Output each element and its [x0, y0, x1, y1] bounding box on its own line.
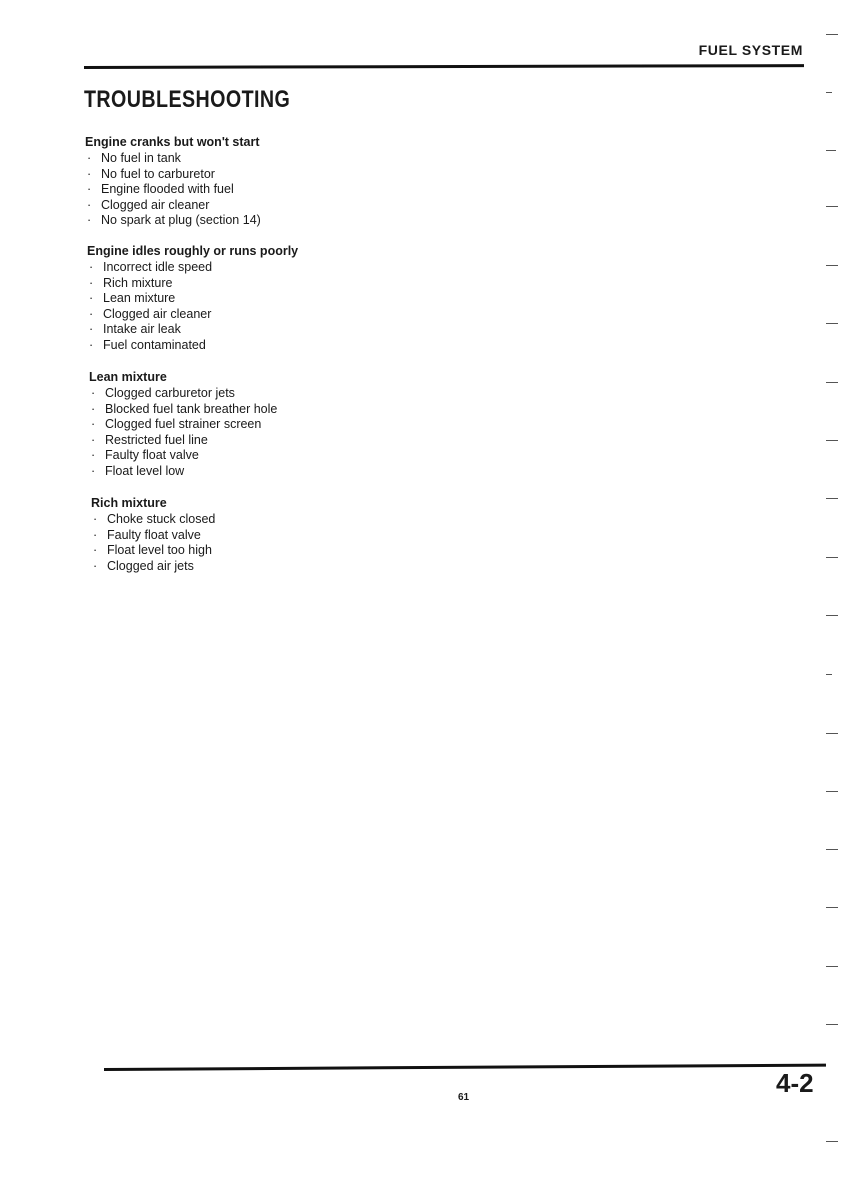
section-page-number: 4-2	[776, 1068, 814, 1098]
list-item: · Blocked fuel tank breather hole	[91, 401, 278, 416]
list-item: · Clogged air cleaner	[89, 306, 212, 321]
section-title: Engine idles roughly or runs poorly	[87, 244, 299, 258]
page-number: 61	[458, 1092, 470, 1103]
margin-tick	[826, 34, 838, 35]
margin-tick	[826, 849, 838, 850]
section-engine-cranks	[85, 134, 261, 229]
margin-tick	[826, 557, 838, 558]
list-item: · Lean mixture	[89, 291, 176, 306]
list-item: · Faulty float valve	[91, 448, 199, 463]
section-engine-idles	[87, 243, 298, 354]
margin-tick	[826, 150, 836, 151]
margin-tick	[826, 323, 838, 324]
list-item: · Incorrect idle speed	[89, 260, 213, 274]
margin-tick	[826, 966, 838, 967]
margin-tick	[826, 1141, 838, 1142]
margin-tick	[826, 615, 838, 616]
list-item: · Choke stuck closed	[93, 512, 216, 526]
margin-tick	[826, 440, 838, 441]
symptom-list	[85, 151, 261, 229]
margin-tick	[826, 791, 838, 792]
list-item: · Clogged air cleaner	[87, 197, 210, 212]
list-item: · Float level too high	[93, 543, 212, 558]
symptom-list	[89, 386, 277, 480]
page-title: TROUBLESHOOTING	[84, 86, 291, 113]
margin-tick	[826, 92, 832, 93]
list-item: · Clogged carburetor jets	[91, 386, 235, 400]
chapter-header: FUEL SYSTEM	[698, 42, 803, 58]
section-title: Rich mixture	[91, 496, 167, 510]
section-rich-mixture	[91, 495, 215, 574]
symptom-list	[87, 260, 298, 354]
section-title: Lean mixture	[89, 370, 167, 384]
symptom-list	[91, 512, 215, 574]
margin-tick	[826, 206, 838, 207]
margin-tick	[826, 674, 832, 675]
section-lean-mixture	[89, 369, 277, 480]
margin-tick	[826, 498, 838, 499]
header-rule	[84, 64, 804, 69]
footer-rule	[104, 1064, 826, 1071]
list-item: · Rich mixture	[89, 275, 173, 290]
list-item: · Clogged fuel strainer screen	[91, 417, 262, 432]
list-item: · Float level low	[91, 463, 185, 478]
list-item: · No fuel in tank	[87, 151, 181, 165]
list-item: · Intake air leak	[89, 322, 181, 337]
list-item: · Engine flooded with fuel	[87, 182, 234, 197]
margin-tick	[826, 907, 838, 908]
section-title: Engine cranks but won't start	[85, 135, 260, 149]
margin-tick	[826, 382, 838, 383]
list-item: · Faulty float valve	[93, 527, 201, 542]
margin-tick	[826, 265, 838, 266]
list-item: · Clogged air jets	[93, 558, 194, 573]
margin-tick	[826, 733, 838, 734]
list-item: · No spark at plug (section 14)	[87, 213, 261, 228]
list-item: · No fuel to carburetor	[87, 166, 215, 181]
list-item: · Restricted fuel line	[91, 432, 208, 447]
margin-tick	[826, 1024, 838, 1025]
list-item: · Fuel contaminated	[89, 337, 206, 352]
